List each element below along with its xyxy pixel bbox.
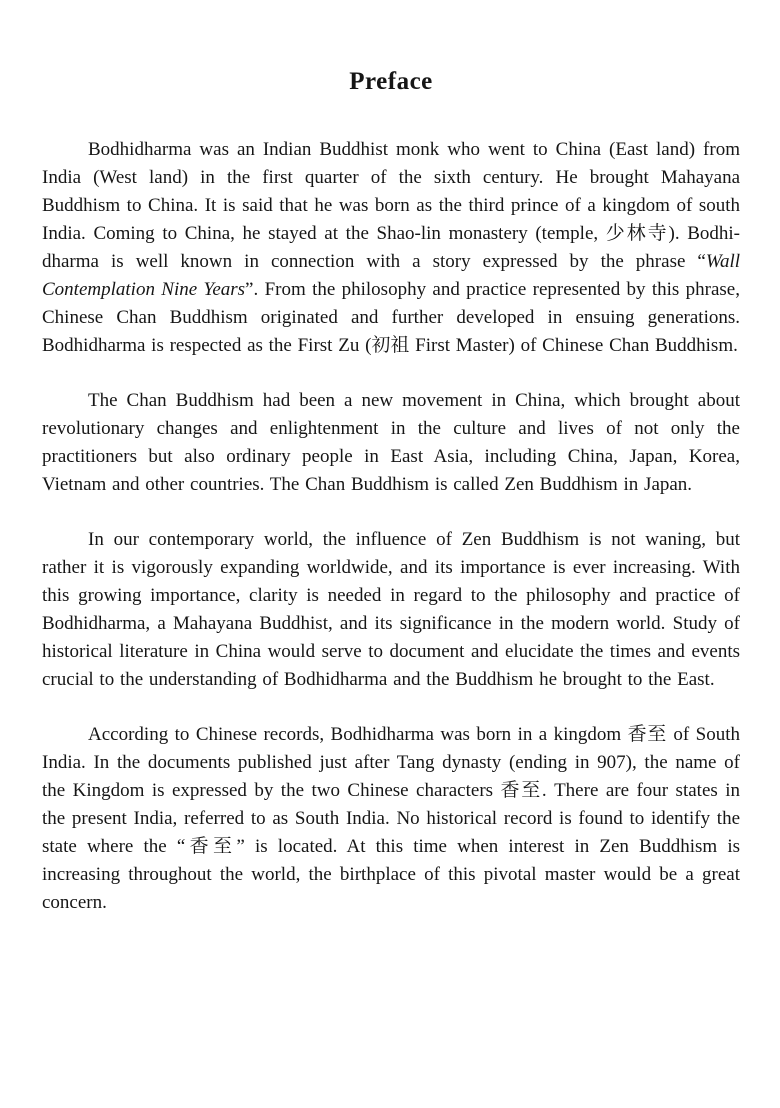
paragraph-4	[42, 721, 740, 917]
paragraph-1	[42, 136, 740, 360]
paragraph-3	[42, 526, 740, 694]
paragraph-2	[42, 387, 740, 499]
paragraph-4-text: According to Chinese records, Bodhidharma was born in a kingdom 香至 of South India. In the documents published just after Tang dynasty (ending in 907), the name of the Kingdom is expressed by the two Chinese characters 香至. There are four states in the present India, referred to as South India. No historical record is found to identify the state where the “香至” is located. At this time when interest in Zen Buddhism is increasing throughout the world, the birthplace of this pivotal master would be a great concern.	[42, 724, 740, 913]
paragraph-2-text: The Chan Buddhism had been a new movement in China, which brought about revolutionary changes and enlightenment in the culture and lives of not only the practitioners but also ordinary people in East Asia, including China, Japan, Korea, Vietnam and other countries. The Chan Buddhism is called Zen Buddhism in Japan.	[42, 390, 740, 495]
italic-phrase: Wall Contemplation Nine Years	[42, 251, 740, 300]
paragraph-3-text: In our contemporary world, the influence of Zen Buddhism is not waning, but rather it is vigorously expanding worldwide, and its importance is ever increasing. With this growing importance, clarity is needed in regard to the philosophy and practice of Bodhidharma, a Mahayana Buddhist, and its significance in the modern world. Study of historical literature in China would serve to document and elucidate the times and events crucial to the understanding of Bodhidharma and the Buddhism he brought to the East.	[42, 529, 740, 690]
paragraph-1-text: Bodhidharma was an Indian Buddhist monk who went to China (East land) from India (West land) in the first quarter of the sixth century. He brought Mahayana Buddhism to China. It is said that he was born as the third prince of a kingdom of south India. Coming to China, he stayed at the Shao-lin monastery (temple, 少林寺). Bodhi-dharma is well known in connection with a story expressed by the phrase “	[42, 139, 740, 272]
paragraph-1-text-cont: ”. From the philosophy and practice represented by this phrase, Chinese Chan Buddhism originated and further developed in ensuing generations. Bodhidharma is respected as the First Zu (初祖 First Master) of Chinese Chan Buddhism.	[42, 279, 740, 356]
page-title: Preface	[349, 68, 433, 95]
